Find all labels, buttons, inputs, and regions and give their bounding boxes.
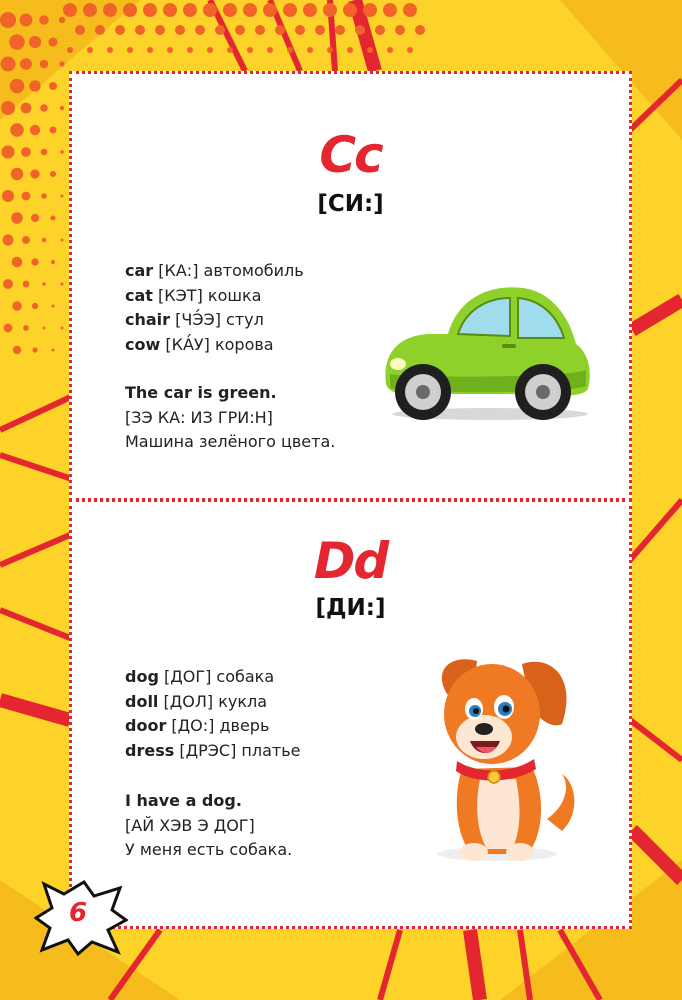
word-english: cat	[125, 285, 153, 305]
word-item	[125, 690, 300, 715]
letter-transcription: [СИ:]	[317, 191, 384, 217]
letter-heading: Cc	[319, 126, 382, 184]
word-english: dress	[125, 740, 175, 760]
word-item	[125, 333, 304, 358]
page-number: 6	[68, 898, 88, 928]
word-translation: [КА́У] корова	[160, 334, 274, 354]
sentence-english: The car is green.	[125, 383, 277, 402]
example-sentence	[125, 381, 335, 455]
word-item	[125, 284, 304, 309]
word-item	[125, 714, 300, 739]
green-car-icon	[378, 274, 596, 424]
letter-transcription: [ДИ:]	[315, 595, 386, 621]
sentence-russian: Машина зелёного цвета.	[125, 432, 336, 451]
word-item	[125, 259, 304, 284]
word-list	[125, 665, 300, 763]
word-translation: [ДО:] дверь	[166, 716, 270, 735]
word-translation: [ДОГ] собака	[158, 667, 275, 686]
word-item	[125, 739, 300, 764]
word-translation: [КА:] автомобиль	[153, 261, 304, 280]
example-sentence	[125, 789, 292, 863]
word-item	[125, 308, 304, 333]
sentence-english: I have a dog.	[125, 791, 242, 810]
word-translation: [ДРЭС] платье	[174, 740, 301, 760]
word-english: doll	[125, 691, 159, 711]
letter-card-d	[69, 499, 632, 929]
word-list	[125, 259, 304, 357]
word-item	[125, 665, 300, 690]
letter-card-c	[69, 71, 632, 501]
sentence-russian: У меня есть собака.	[125, 840, 293, 859]
sentence-transcription: [ЗЭ КА: ИЗ ГРИ:Н]	[125, 407, 273, 427]
word-translation: [КЭТ] кошка	[152, 285, 262, 305]
word-translation: [ЧЭ́Э] стул	[170, 310, 264, 329]
word-english: dog	[125, 667, 159, 686]
word-translation: [ДОЛ] кукла	[158, 691, 268, 711]
orange-puppy-icon	[412, 649, 587, 869]
sentence-transcription: [АЙ ХЭВ Э ДОГ]	[125, 815, 255, 835]
word-english: chair	[125, 310, 171, 329]
word-english: door	[125, 716, 167, 735]
letter-heading: Dd	[313, 532, 388, 590]
word-english: cow	[125, 334, 161, 354]
word-english: car	[125, 261, 154, 280]
